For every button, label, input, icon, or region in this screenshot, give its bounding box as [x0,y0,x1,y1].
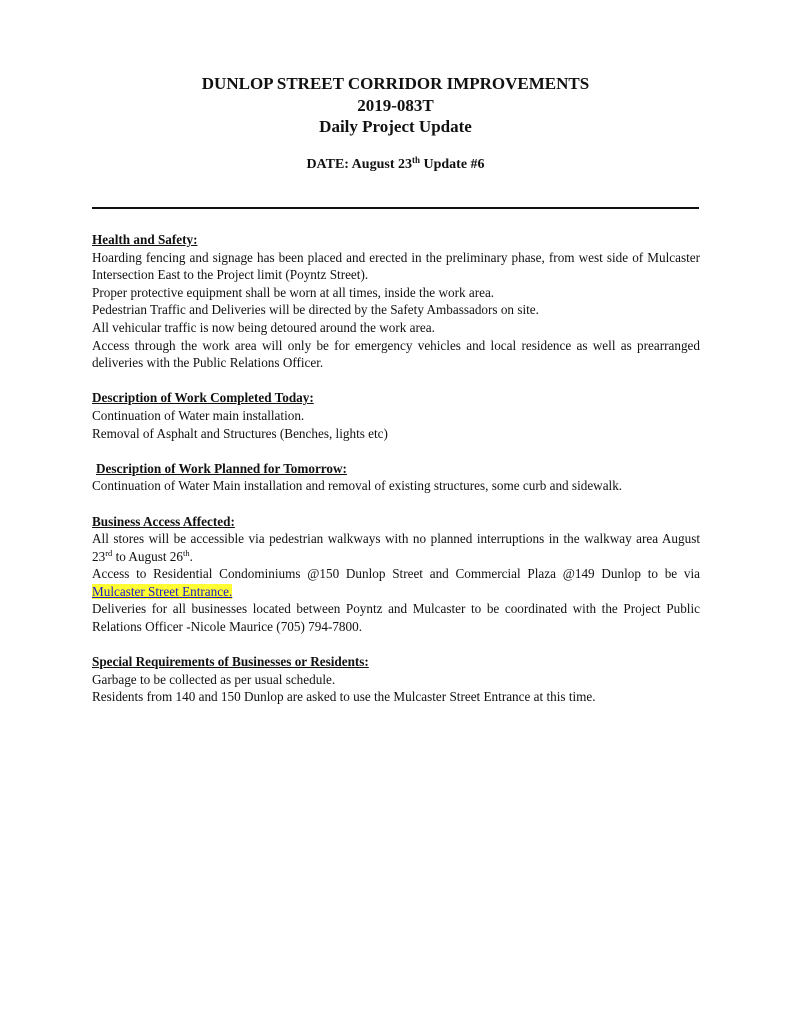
section-health-safety [92,231,700,372]
date-prefix: DATE: August 23 [306,157,412,172]
date-update-line [92,156,699,174]
update-number: Update #6 [420,157,485,172]
paragraph-deliveries: Deliveries for all businesses located between Poyntz and Mulcaster to be coordinated with the Project Public Relations Officer -Nicole Maurice (705) 794-7800. [92,601,700,635]
date-ordinal-suffix: th [183,547,190,558]
section-heading: Business Access Affected: [92,513,235,529]
paragraph: Proper protective equipment shall be worn at all times, inside the work area. [92,284,495,300]
date-ordinal-suffix: th [411,155,420,165]
section-planned-tomorrow [92,460,700,495]
paragraph: All vehicular traffic is now being detoured around the work area. [92,319,435,335]
mulcaster-entrance-link[interactable]: Mulcaster Street Entrance. [92,583,233,599]
document-body [92,231,700,724]
section-completed-today [92,389,700,442]
store-access-text: All stores will be accessible via pedestrian walkways with no planned interruptions in the walkway area August 23 [92,531,700,564]
section-heading: Description of Work Planned for Tomorrow: [96,460,347,476]
section-heading: Health and Safety: [92,232,198,247]
paragraph: Removal of Asphalt and Structures (Benches, lights etc) [92,425,388,441]
paragraph: Continuation of Water Main installation and removal of existing structures, some curb and sidewalk. [92,478,623,494]
section-business-access [92,513,700,636]
paragraph: Hoarding fencing and signage has been placed and erected in the preliminary phase, from west side of Mulcaster Intersection East to the Project limit (Poyntz Street). [92,249,700,283]
date-ordinal-suffix: rd [105,547,113,558]
paragraph-residential-access [92,565,700,600]
section-special-requirements [92,653,700,706]
section-heading: Special Requirements of Businesses or Residents: [92,654,369,670]
paragraph: Pedestrian Traffic and Deliveries will be directed by the Safety Ambassadors on site. [92,302,539,318]
paragraph: Continuation of Water main installation. [92,407,305,423]
document-title: DUNLOP STREET CORRIDOR IMPROVEMENTS [201,74,590,93]
header-divider [92,207,699,209]
paragraph: Access through the work area will only be for emergency vehicles and local residence as well as prearranged deliveries with the Public Relations Officer. [92,337,700,371]
section-heading: Description of Work Completed Today: [92,390,314,406]
document-subtitle: Daily Project Update [319,117,472,136]
paragraph-store-access [92,530,700,565]
document-header [92,73,699,138]
store-access-text: to August 26 [112,548,183,564]
paragraph: Residents from 140 and 150 Dunlop are asked to use the Mulcaster Street Entrance at this time. [92,689,596,705]
store-access-text: . [189,548,193,564]
paragraph: Garbage to be collected as per usual schedule. [92,671,336,687]
project-number: 2019-083T [357,95,434,115]
residential-access-text: Access to Residential Condominiums @150 Dunlop Street and Commercial Plaza @149 Dunlop to be via [92,566,700,582]
